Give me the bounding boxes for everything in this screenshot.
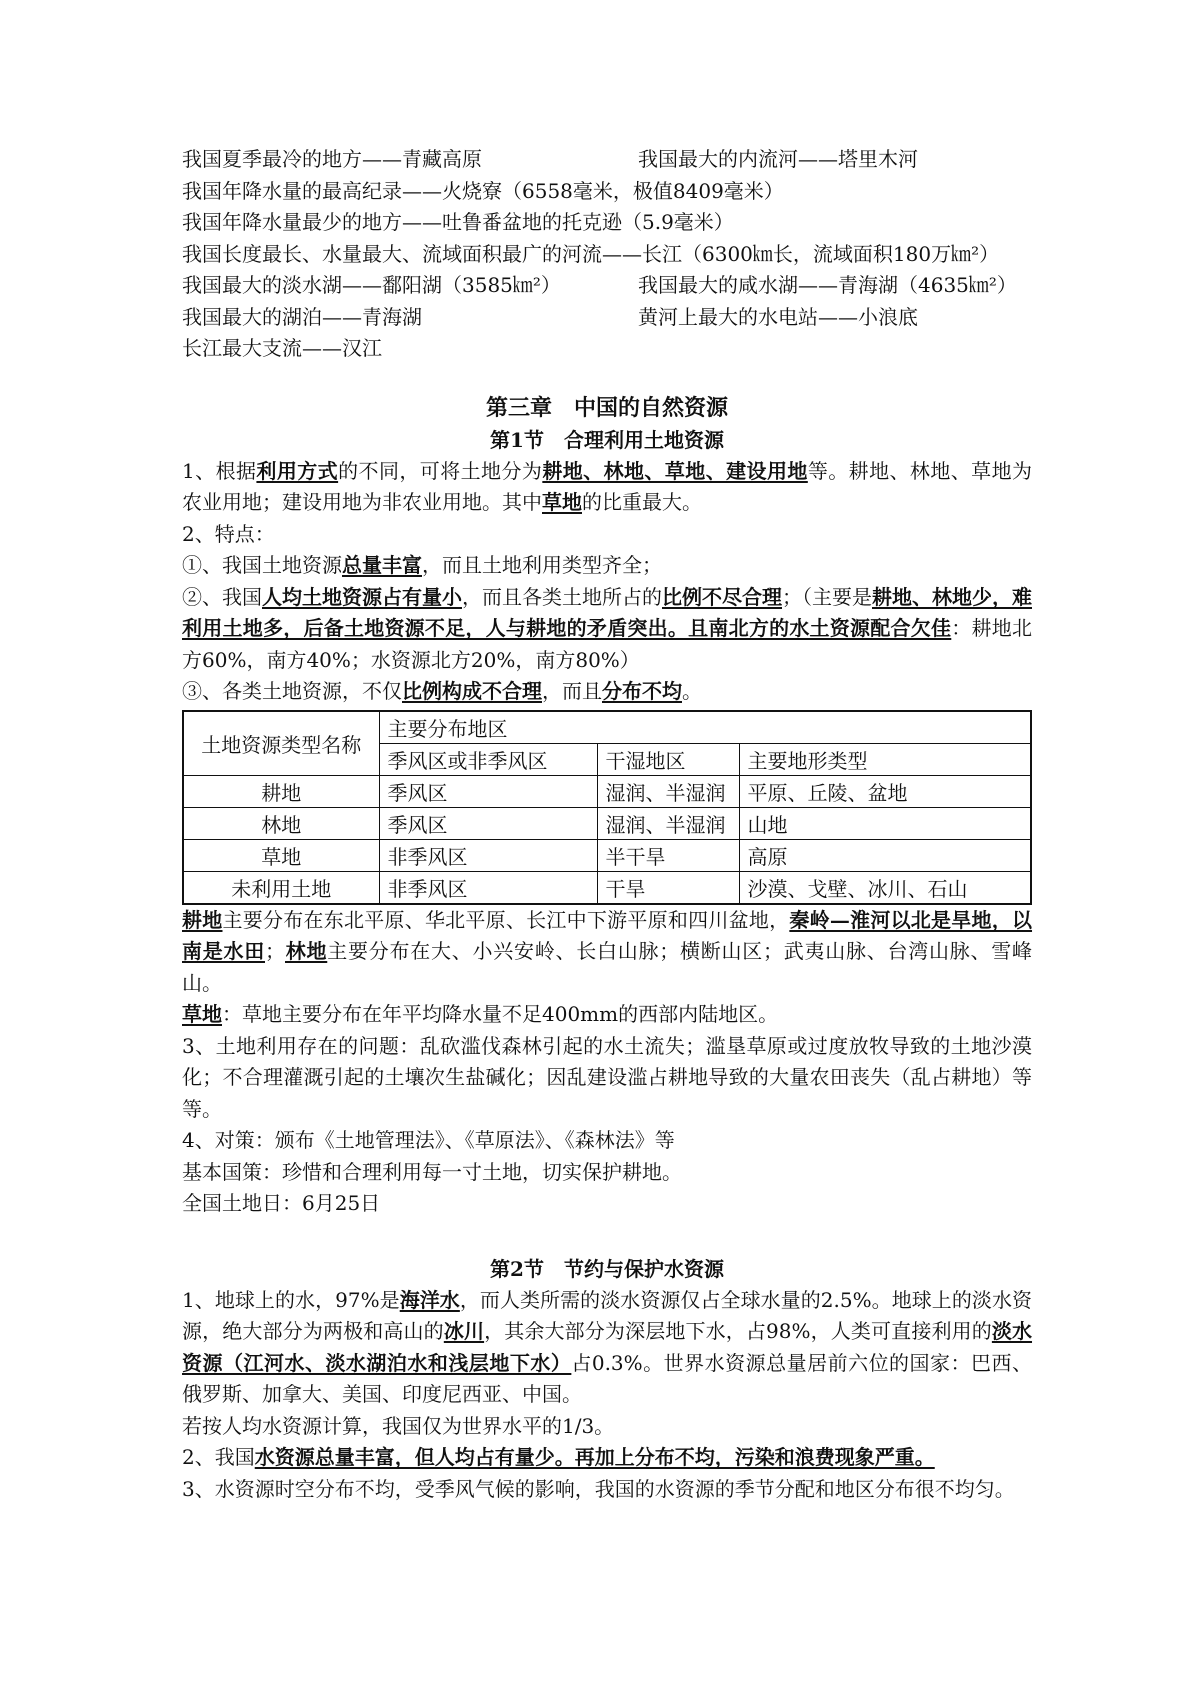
text: 1、地球上的水，97%是 [182,1287,400,1312]
fact-text: 我国夏季最冷的地方——青藏高原 [182,147,482,171]
text: 。 [682,679,702,703]
text: 主要分布在东北平原、华北平原、长江中下游平原和四川盆地， [222,907,790,932]
emphasis: 淡水资源（江河水、淡水湖泊水和浅层地下水） [182,1319,1033,1375]
emphasis: 草地 [182,1002,222,1026]
table-cell: 草地 [183,839,379,871]
table-row [183,871,1031,904]
text: ，而人类所需的淡水资源仅占全球水量的2.5%。地球上的淡水资源，绝大部分为两极和高山的 [182,1287,1033,1343]
paragraph [182,582,1032,677]
table-row [183,775,1031,807]
chapter-title: 第三章 中国的自然资源 [485,394,728,421]
emphasis: 利用方式 [256,458,339,483]
fact-text: 我国最大的湖泊——青海湖 [182,304,422,329]
text: ，其余大部分为深层地下水，占98%，人类可直接利用的 [484,1319,992,1343]
emphasis: 林地 [285,939,328,963]
table-cell: 平原、丘陵、盆地 [739,775,1031,807]
text: ：耕地北方60%，南方40%；水资源北方20%，南方80%） [182,616,1033,672]
emphasis: 水资源总量丰富，但人均占有量少。再加上分布不均，污染和浪费现象严重。 [254,1445,935,1469]
table-header-cell: 土地资源类型名称 [183,711,379,776]
document-page [182,144,1032,1505]
text: 的不同，可将土地分为 [338,458,543,483]
fact-text: 我国最大的咸水湖——青海湖（4635㎞²） [638,273,1017,297]
text: ，而且各类土地所占的 [462,584,662,609]
fact-line [182,144,1032,176]
table-cell: 高原 [739,839,1031,871]
table-cell: 季风区 [379,775,597,807]
fact-line: 我国年降水量最少的地方——吐鲁番盆地的托克逊（5.9毫米） [182,210,734,234]
paragraph: 全国土地日：6月25日 [182,1191,381,1215]
text: 的比重最大。 [582,490,702,514]
paragraph: 若按人均水资源计算，我国仅为世界水平的1/3。 [182,1413,615,1438]
table-cell: 非季风区 [379,871,597,904]
fact-line [182,302,1032,334]
text: ③、各类土地资源，不仅 [182,679,402,703]
text: 主要分布在大、小兴安岭、长白山脉；横断山区；武夷山脉、台湾山脉、雪峰山。 [182,939,1032,995]
table-cell: 半干旱 [597,839,739,871]
paragraph: 3、水资源时空分布不均，受季风气候的影响，我国的水资源的季节分配和地区分布很不均匀。 [182,1476,1015,1501]
land-resource-table [182,710,1032,905]
fact-text: 我国最大的淡水湖——鄱阳湖（3585㎞²） [182,273,561,297]
table-header-cell: 主要地形类型 [739,743,1031,775]
emphasis: 海洋水 [399,1287,460,1312]
table-header-cell: 干湿地区 [597,743,739,775]
paragraph [182,1442,1032,1474]
table-header-cell: 季风区或非季风区 [379,743,597,775]
paragraph [182,1285,1032,1411]
emphasis: 耕地 [182,907,223,932]
emphasis: 比例不尽合理 [662,584,782,609]
section-title: 第2节 节约与保护水资源 [490,1256,724,1281]
table-header-row [183,711,1031,744]
table-cell: 未利用土地 [183,871,379,904]
paragraph: 2、特点： [182,521,275,546]
paragraph: 基本国策：珍惜和合理利用每一寸土地，切实保护耕地。 [182,1159,682,1184]
emphasis: 比例构成不合理 [402,679,542,703]
text: ；（主要是 [782,584,872,609]
emphasis: 冰川 [443,1319,485,1343]
text: 占0.3%。世界水资源总量居前六位的国家：巴西、俄罗斯、加拿大、美国、印度尼西亚、中国。 [182,1350,1033,1406]
text: ； [265,939,285,963]
fact-line: 我国长度最长、水量最大、流域面积最广的河流——长江（6300㎞长，流域面积180万㎞²） [182,241,1000,266]
text: ，而且 [542,679,602,703]
fact-line: 长江最大支流——汉江 [182,336,382,360]
table-cell: 湿润、半湿润 [597,775,739,807]
text: 2、我国 [182,1445,255,1469]
table-row [183,807,1031,839]
emphasis: 耕地、林地、草地、建设用地 [542,458,808,483]
table-row [183,839,1031,871]
table-cell: 沙漠、戈壁、冰川、石山 [739,871,1031,904]
emphasis: 耕地、林地少，难利用土地多，后备土地资源不足，人与耕地的矛盾突出。且南北方的水土资源配合欠佳 [182,584,1032,640]
paragraph [182,456,1032,519]
paragraph [182,676,1032,708]
table-cell: 干旱 [597,871,739,904]
emphasis: 秦岭—淮河以北是旱地，以南是水田 [182,907,1033,963]
fact-line [182,270,1032,302]
paragraph: 3、土地利用存在的问题：乱砍滥伐森林引起的水土流失；滥垦草原或过度放牧导致的土地沙漠化；不合理灌溉引起的土壤次生盐碱化；因乱建设滥占耕地导致的大量农田丧失（乱占耕地）等等。 [182,1033,1032,1121]
fact-text: 黄河上最大的水电站——小浪底 [638,304,918,329]
section-title: 第1节 合理利用土地资源 [490,427,724,452]
paragraph: 4、对策：颁布《土地管理法》、《草原法》、《森林法》等 [182,1128,675,1152]
paragraph [182,905,1032,1000]
table-header-cell: 主要分布地区 [379,711,1031,744]
table-cell: 非季风区 [379,839,597,871]
paragraph [182,999,1032,1031]
paragraph [182,550,1032,582]
text: ：草地主要分布在年平均降水量不足400mm的西部内陆地区。 [222,1002,779,1026]
fact-text: 我国最大的内流河——塔里木河 [638,147,918,171]
text: ，而且土地利用类型齐全； [422,553,662,577]
fact-line: 我国年降水量的最高纪录——火烧寮（6558毫米，极值8409毫米） [182,178,784,203]
emphasis: 人均土地资源占有量小 [262,584,462,609]
text: ②、我国 [182,584,262,609]
table-cell: 山地 [739,807,1031,839]
text: 等。耕地、林地、草地为农业用地；建设用地为非农业用地。其中 [182,458,1033,514]
table-cell: 季风区 [379,807,597,839]
text: 1、根据 [182,458,257,483]
text: ①、我国土地资源 [182,553,342,577]
emphasis: 分布不均 [602,679,682,703]
table-cell: 耕地 [183,775,379,807]
emphasis: 总量丰富 [342,553,422,577]
emphasis: 草地 [542,490,582,514]
table-cell: 林地 [183,807,379,839]
table-cell: 湿润、半湿润 [597,807,739,839]
